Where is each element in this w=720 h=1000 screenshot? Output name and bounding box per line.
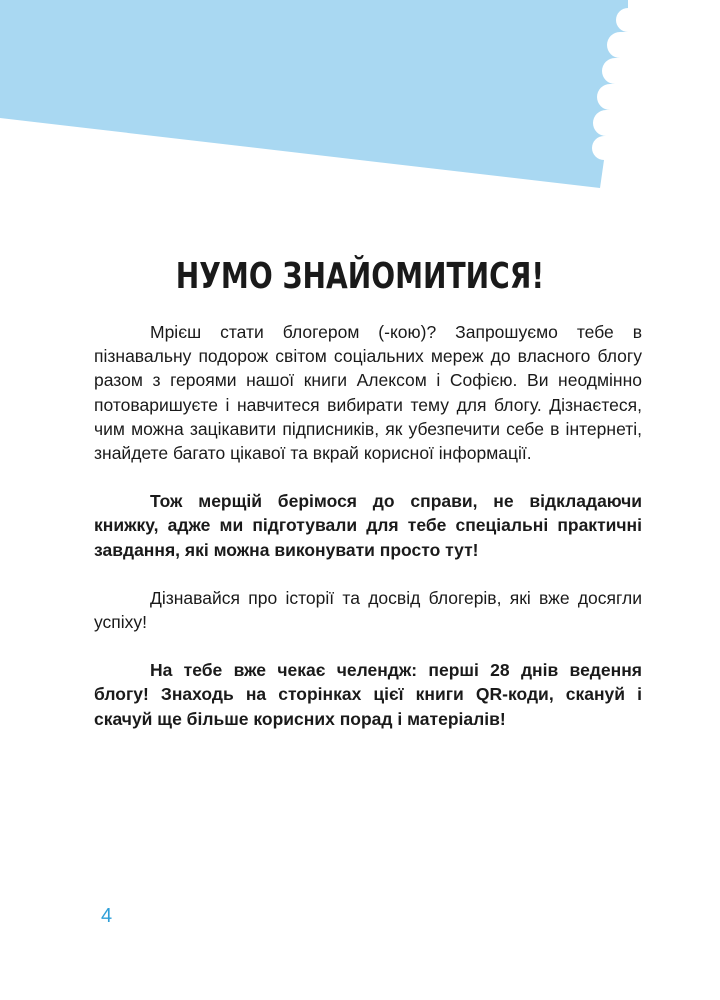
page-title: НУМО ЗНАЙОМИТИСЯ! <box>175 256 545 297</box>
challenge-paragraph: На тебе вже чекає челендж: перші 28 днів ведення блогу! Знаходь на сторінках цієї книги QR-коди, скануй і скачуй ще більше корисних порад і матеріалів! <box>94 660 642 729</box>
call-to-action-paragraph: Тож мерщій берімося до справи, не відкладаючи книжку, адже ми підготували для тебе спеціальні практичні завдання, які можна виконувати просто тут! <box>94 491 642 560</box>
blue-banner-decoration <box>0 0 720 200</box>
intro-paragraph: Мрієш стати блогером (-кою)? Запрошуємо тебе в пізнавальну подорож світом соціальних мереж до власного блогу разом з героями нашої книги Алексом і Софією. Ви неодмінно потоваришуєте і навчитеся вибирати тему для блогу. Дізнаєтеся, чим можна зацікавити підписників, як убезпечити себе в інтернеті, знайдете багато цікавої та вкрай корисної інформації. <box>94 322 642 464</box>
page-number: 4 <box>101 905 113 927</box>
body-text <box>94 320 642 755</box>
bloggers-stories-paragraph: Дізнавайся про історії та досвід блогерів, які вже досягли успіху! <box>94 587 642 633</box>
